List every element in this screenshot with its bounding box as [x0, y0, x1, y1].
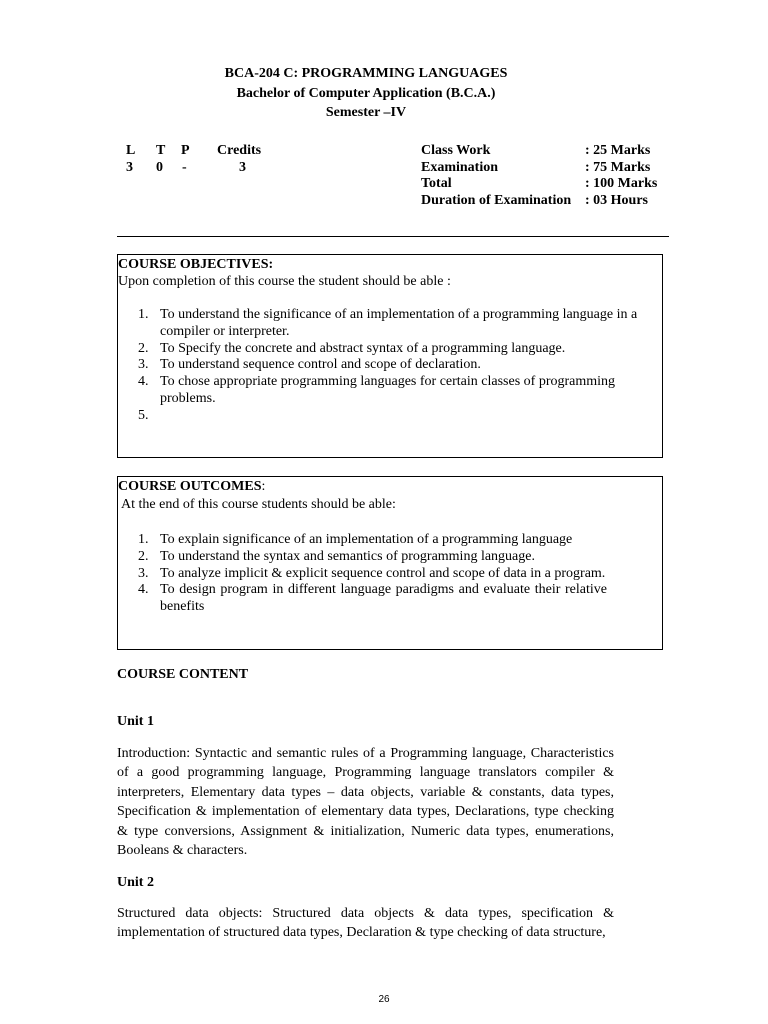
marks-value: : 03 Hours — [585, 193, 648, 208]
list-text: To chose appropriate programming languages for certain classes of programming problems. — [160, 374, 616, 406]
marks-label: Duration of Examination — [421, 193, 572, 208]
value-p: - — [182, 160, 187, 175]
list-item — [118, 532, 607, 549]
marks-table — [421, 143, 681, 213]
divider-rule — [117, 236, 669, 237]
outcomes-box — [117, 476, 663, 650]
list-text: To Specify the concrete and abstract syntax of a programming language. — [160, 340, 566, 356]
header-credits: Credits — [217, 143, 262, 158]
list-number: 2. — [138, 548, 149, 564]
program-name: Bachelor of Computer Application (B.C.A.) — [236, 86, 496, 101]
marks-value: : 100 Marks — [585, 176, 658, 191]
outcomes-intro: At the end of this course students should be able: — [121, 497, 396, 512]
list-text: To understand the syntax and semantics of programming language. — [160, 548, 535, 564]
objectives-title: COURSE OBJECTIVES: — [118, 257, 274, 272]
list-text: To understand the significance of an implementation of a programming language in a compiler or interpreter. — [160, 307, 638, 339]
list-item — [118, 374, 630, 408]
unit-2-heading: Unit 2 — [117, 875, 154, 890]
list-number: 3. — [138, 565, 149, 581]
list-number: 3. — [138, 357, 149, 373]
list-item — [118, 582, 607, 616]
list-item — [118, 566, 607, 583]
header-t: T — [156, 143, 166, 158]
list-number: 4. — [138, 582, 149, 598]
value-credits: 3 — [239, 160, 246, 175]
list-number: 4. — [138, 374, 149, 390]
list-item — [118, 549, 607, 566]
list-item — [118, 341, 646, 358]
objectives-list — [118, 307, 646, 425]
unit-1-heading: Unit 1 — [117, 714, 154, 729]
list-text: To explain significance of an implementation of a programming language — [160, 532, 573, 547]
outcomes-title-colon: : — [261, 479, 266, 494]
value-l: 3 — [126, 160, 133, 175]
list-item — [118, 307, 646, 341]
list-number: 1. — [138, 532, 149, 547]
header-l: L — [126, 143, 136, 158]
value-t: 0 — [156, 160, 163, 175]
outcomes-title-line — [118, 478, 265, 495]
marks-value: : 75 Marks — [585, 160, 651, 175]
list-text: To analyze implicit & explicit sequence control and scope of data in a program. — [160, 565, 606, 581]
marks-value: : 25 Marks — [585, 143, 651, 158]
list-item — [118, 408, 646, 425]
list-number: 5. — [138, 407, 149, 423]
page-number: 26 — [378, 994, 390, 1005]
course-content-heading: COURSE CONTENT — [117, 667, 249, 682]
list-text: To understand sequence control and scope of declaration. — [160, 357, 481, 373]
unit-1-text: Introduction: Syntactic and semantic rules of a Programming language, Characteristics of a good programming language, Programming language translators compiler & interpreters, Elementary data types – data objects, variable & constants, data types, Specification & implementation of elementary data types, Declarations, type checking & type conversions, Assignment & initialization, Numeric data types, enumerations, Booleans & characters. — [117, 746, 614, 859]
objectives-box — [117, 254, 663, 458]
header-p: P — [181, 143, 190, 158]
unit-2-text: Structured data objects: Structured data objects & data types, specification & implementation of structured data types, Declaration & type checking of data structure, — [117, 906, 614, 941]
objectives-intro: Upon completion of this course the student should be able : — [118, 274, 451, 289]
outcomes-title: COURSE OUTCOMES — [118, 479, 262, 494]
list-item — [118, 357, 646, 374]
course-title: BCA-204 C: PROGRAMMING LANGUAGES — [224, 66, 508, 81]
marks-label: Total — [421, 176, 452, 191]
marks-label: Class Work — [421, 143, 491, 158]
list-text: To design program in different language paradigms and evaluate their relative benefits — [160, 582, 607, 615]
list-number: 2. — [138, 340, 149, 356]
list-number: 1. — [138, 307, 149, 322]
outcomes-list — [118, 532, 607, 616]
marks-label: Examination — [421, 160, 499, 175]
semester: Semester –IV — [325, 105, 407, 120]
